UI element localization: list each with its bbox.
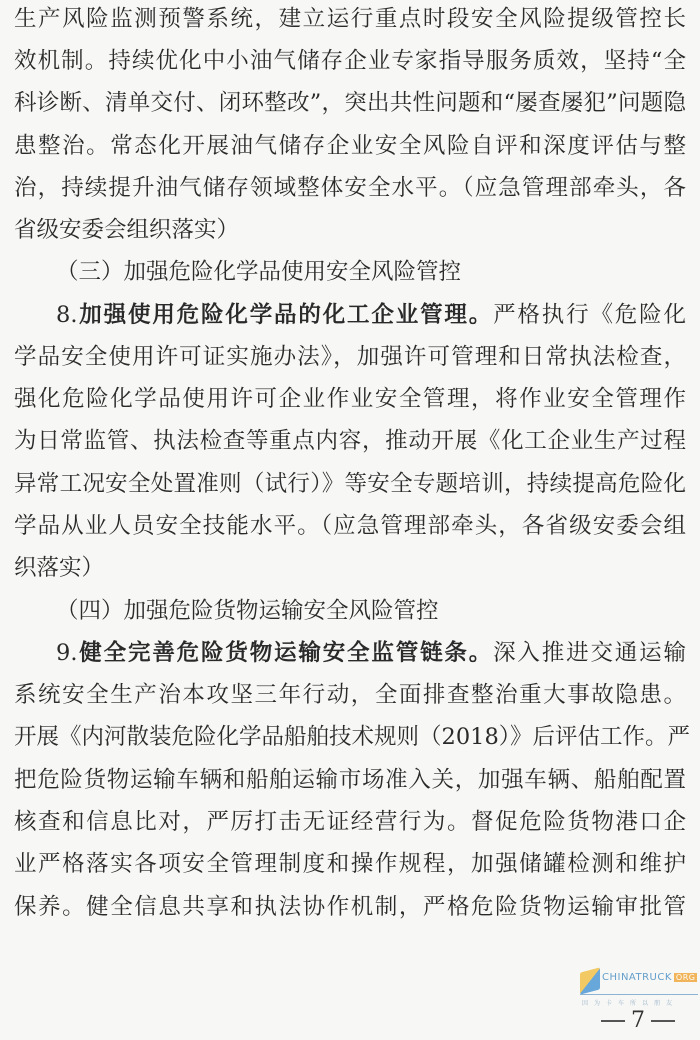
dash-right — [651, 1020, 675, 1022]
paragraph-line: 织落实） — [14, 555, 105, 581]
paragraph-line: 开展《内河散装危险化学品船舶技术规则（2018）》后评估工作。严 — [14, 724, 691, 750]
item-number: 8. — [56, 302, 78, 328]
paragraph-line: 保养。健全信息共享和执法协作机制，严格危险货物运输审批管 — [14, 894, 686, 920]
paragraph-line: 效机制。持续优化中小油气储存企业专家指导服务质效，坚持“全 — [14, 48, 686, 74]
item-text: 深入推进交通运输 — [493, 640, 686, 666]
item-text: 严格执行《危险化 — [493, 302, 686, 328]
dash-left — [601, 1020, 625, 1022]
paragraph-line: 科诊断、清单交付、闭环整改”，突出共性问题和“屡查屡犯”问题隐 — [14, 90, 686, 116]
paragraph-line: 异常工况安全处置准则（试行）》等安全专题培训，持续提高危险化 — [14, 471, 686, 497]
cube-logo-icon — [580, 967, 600, 994]
paragraph-line: 强化危险化学品使用许可企业作业安全管理，将作业安全管理作 — [14, 386, 686, 412]
paragraph-line: 治，持续提升油气储存领域整体安全水平。（应急管理部牵头，各 — [14, 175, 686, 201]
paragraph-line: 为日常监管、执法检查等重点内容，推动开展《化工企业生产过程 — [14, 428, 686, 454]
section-heading-3: （三）加强危险化学品使用安全风险管控 — [56, 259, 462, 285]
paragraph-line: 学品从业人员安全技能水平。（应急管理部牵头，各省级安委会组 — [14, 513, 686, 539]
paragraph-line: 患整治。常态化开展油气储存企业安全风险自评和深度评估与整 — [14, 133, 686, 159]
paragraph-line: 生产风险监测预警系统，建立运行重点时段安全风险提级管控长 — [14, 6, 686, 32]
page-number: 7 — [631, 1008, 645, 1033]
item-8-first-line — [56, 300, 686, 330]
paragraph-line: 把危险货物运输车辆和船舶运输市场准入关，加强车辆、船舶配置 — [14, 767, 686, 793]
paragraph-line: 业严格落实各项安全管理制度和操作规程，加强储罐检测和维护 — [14, 851, 686, 877]
item-title: 健全完善危险货物运输安全监管链条。 — [77, 640, 494, 666]
paragraph-line: 学品安全使用许可证实施办法》，加强许可管理和日常执法检查， — [14, 344, 686, 370]
item-number: 9. — [56, 640, 78, 666]
paragraph-line: 省级安委会组织落实） — [14, 217, 240, 243]
watermark-divider — [580, 994, 698, 995]
watermark-tagline: 因为卡车所以朋友 — [582, 1000, 679, 1007]
paragraph-line: 系统安全生产治本攻坚三年行动，全面排查整治重大事故隐患。 — [14, 682, 686, 708]
section-heading-4: （四）加强危险货物运输安全风险管控 — [56, 598, 439, 624]
item-9-first-line — [56, 638, 686, 668]
item-title: 加强使用危险化学品的化工企业管理。 — [77, 302, 494, 328]
paragraph-line: 核查和信息比对，严厉打击无证经营行为。督促危险货物港口企 — [14, 809, 686, 835]
watermark-brand: CHINATRUCK ORG — [602, 972, 696, 983]
page-footer — [595, 1008, 681, 1033]
